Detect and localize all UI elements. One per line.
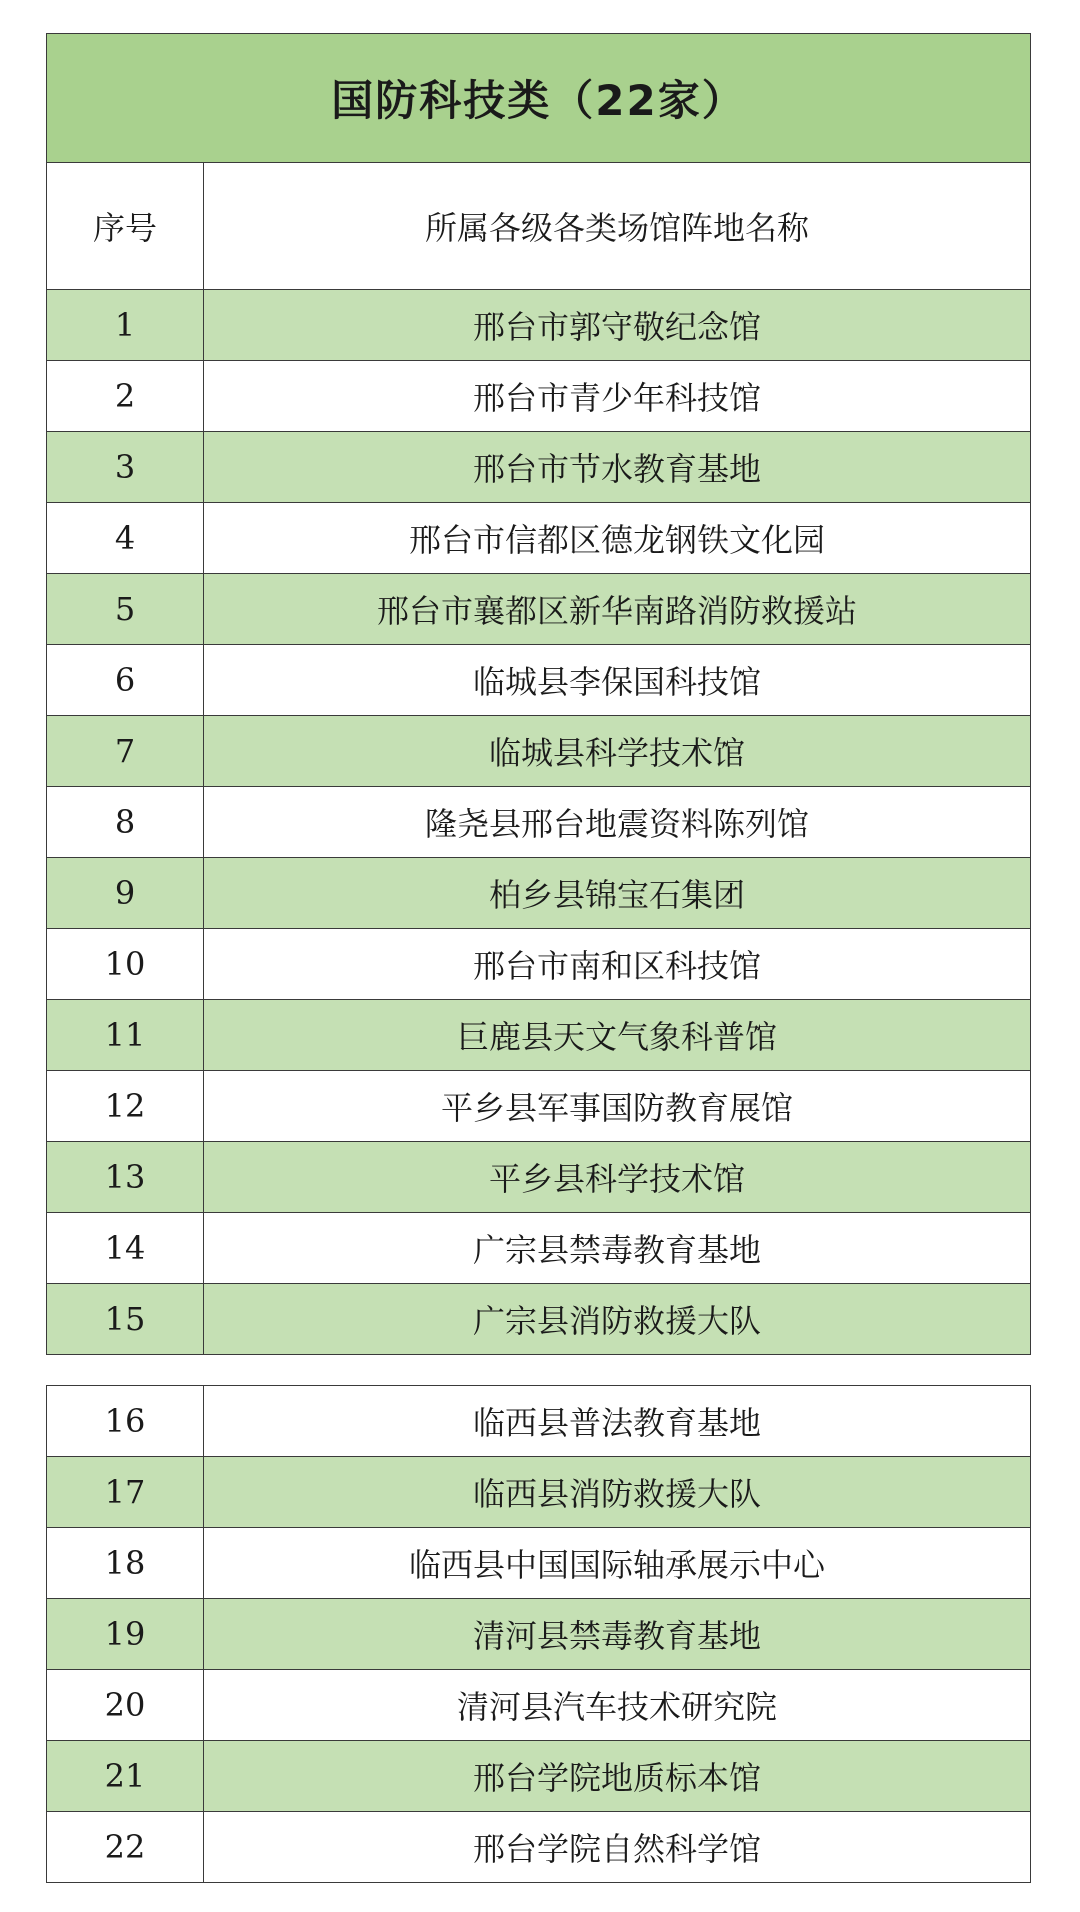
table-row bbox=[47, 1213, 1031, 1284]
row-name: 临西县普法教育基地 bbox=[204, 1386, 1031, 1457]
table-row bbox=[47, 1386, 1031, 1457]
row-name: 清河县禁毒教育基地 bbox=[204, 1599, 1031, 1670]
row-name: 柏乡县锦宝石集团 bbox=[204, 858, 1031, 929]
row-num: 13 bbox=[47, 1142, 204, 1213]
row-num: 12 bbox=[47, 1071, 204, 1142]
row-num: 16 bbox=[47, 1386, 204, 1457]
row-name: 邢台市信都区德龙钢铁文化园 bbox=[204, 503, 1031, 574]
row-name: 邢台市襄都区新华南路消防救援站 bbox=[204, 574, 1031, 645]
table-row bbox=[47, 645, 1031, 716]
title-row bbox=[47, 34, 1031, 163]
row-name: 广宗县禁毒教育基地 bbox=[204, 1213, 1031, 1284]
table-row bbox=[47, 1812, 1031, 1883]
row-num: 18 bbox=[47, 1528, 204, 1599]
row-num: 3 bbox=[47, 432, 204, 503]
row-name: 巨鹿县天文气象科普馆 bbox=[204, 1000, 1031, 1071]
row-name: 临城县李保国科技馆 bbox=[204, 645, 1031, 716]
row-num: 1 bbox=[47, 290, 204, 361]
row-name: 临西县中国国际轴承展示中心 bbox=[204, 1528, 1031, 1599]
row-num: 4 bbox=[47, 503, 204, 574]
table-row bbox=[47, 1000, 1031, 1071]
row-num: 8 bbox=[47, 787, 204, 858]
table-row bbox=[47, 1071, 1031, 1142]
row-num: 19 bbox=[47, 1599, 204, 1670]
row-num: 7 bbox=[47, 716, 204, 787]
table-row bbox=[47, 858, 1031, 929]
table-row bbox=[47, 1142, 1031, 1213]
row-name: 临西县消防救援大队 bbox=[204, 1457, 1031, 1528]
table-row bbox=[47, 1528, 1031, 1599]
table-row bbox=[47, 432, 1031, 503]
table-row bbox=[47, 503, 1031, 574]
row-name: 邢台学院自然科学馆 bbox=[204, 1812, 1031, 1883]
table-row bbox=[47, 574, 1031, 645]
table-row bbox=[47, 1457, 1031, 1528]
table-row bbox=[47, 929, 1031, 1000]
row-name: 邢台市郭守敬纪念馆 bbox=[204, 290, 1031, 361]
table-row bbox=[47, 361, 1031, 432]
row-name: 广宗县消防救援大队 bbox=[204, 1284, 1031, 1355]
row-num: 11 bbox=[47, 1000, 204, 1071]
table-row bbox=[47, 716, 1031, 787]
header-num: 序号 bbox=[47, 163, 204, 290]
row-name: 平乡县科学技术馆 bbox=[204, 1142, 1031, 1213]
row-num: 2 bbox=[47, 361, 204, 432]
header-row bbox=[47, 163, 1031, 290]
row-name: 邢台市南和区科技馆 bbox=[204, 929, 1031, 1000]
table-row bbox=[47, 290, 1031, 361]
row-num: 17 bbox=[47, 1457, 204, 1528]
row-name: 清河县汽车技术研究院 bbox=[204, 1670, 1031, 1741]
table-title: 国防科技类（22家） bbox=[47, 34, 1031, 163]
row-num: 5 bbox=[47, 574, 204, 645]
table-page-1 bbox=[46, 33, 1031, 1355]
row-name: 平乡县军事国防教育展馆 bbox=[204, 1071, 1031, 1142]
table-row bbox=[47, 1599, 1031, 1670]
table-page-2 bbox=[46, 1385, 1031, 1883]
table-row bbox=[47, 1741, 1031, 1812]
row-name: 邢台市节水教育基地 bbox=[204, 432, 1031, 503]
row-name: 临城县科学技术馆 bbox=[204, 716, 1031, 787]
row-name: 邢台学院地质标本馆 bbox=[204, 1741, 1031, 1812]
row-num: 9 bbox=[47, 858, 204, 929]
row-num: 6 bbox=[47, 645, 204, 716]
row-num: 10 bbox=[47, 929, 204, 1000]
row-num: 14 bbox=[47, 1213, 204, 1284]
table-row bbox=[47, 787, 1031, 858]
table-row bbox=[47, 1284, 1031, 1355]
row-num: 20 bbox=[47, 1670, 204, 1741]
row-num: 15 bbox=[47, 1284, 204, 1355]
row-name: 邢台市青少年科技馆 bbox=[204, 361, 1031, 432]
table-row bbox=[47, 1670, 1031, 1741]
row-name: 隆尧县邢台地震资料陈列馆 bbox=[204, 787, 1031, 858]
row-num: 21 bbox=[47, 1741, 204, 1812]
row-num: 22 bbox=[47, 1812, 204, 1883]
header-name: 所属各级各类场馆阵地名称 bbox=[204, 163, 1031, 290]
